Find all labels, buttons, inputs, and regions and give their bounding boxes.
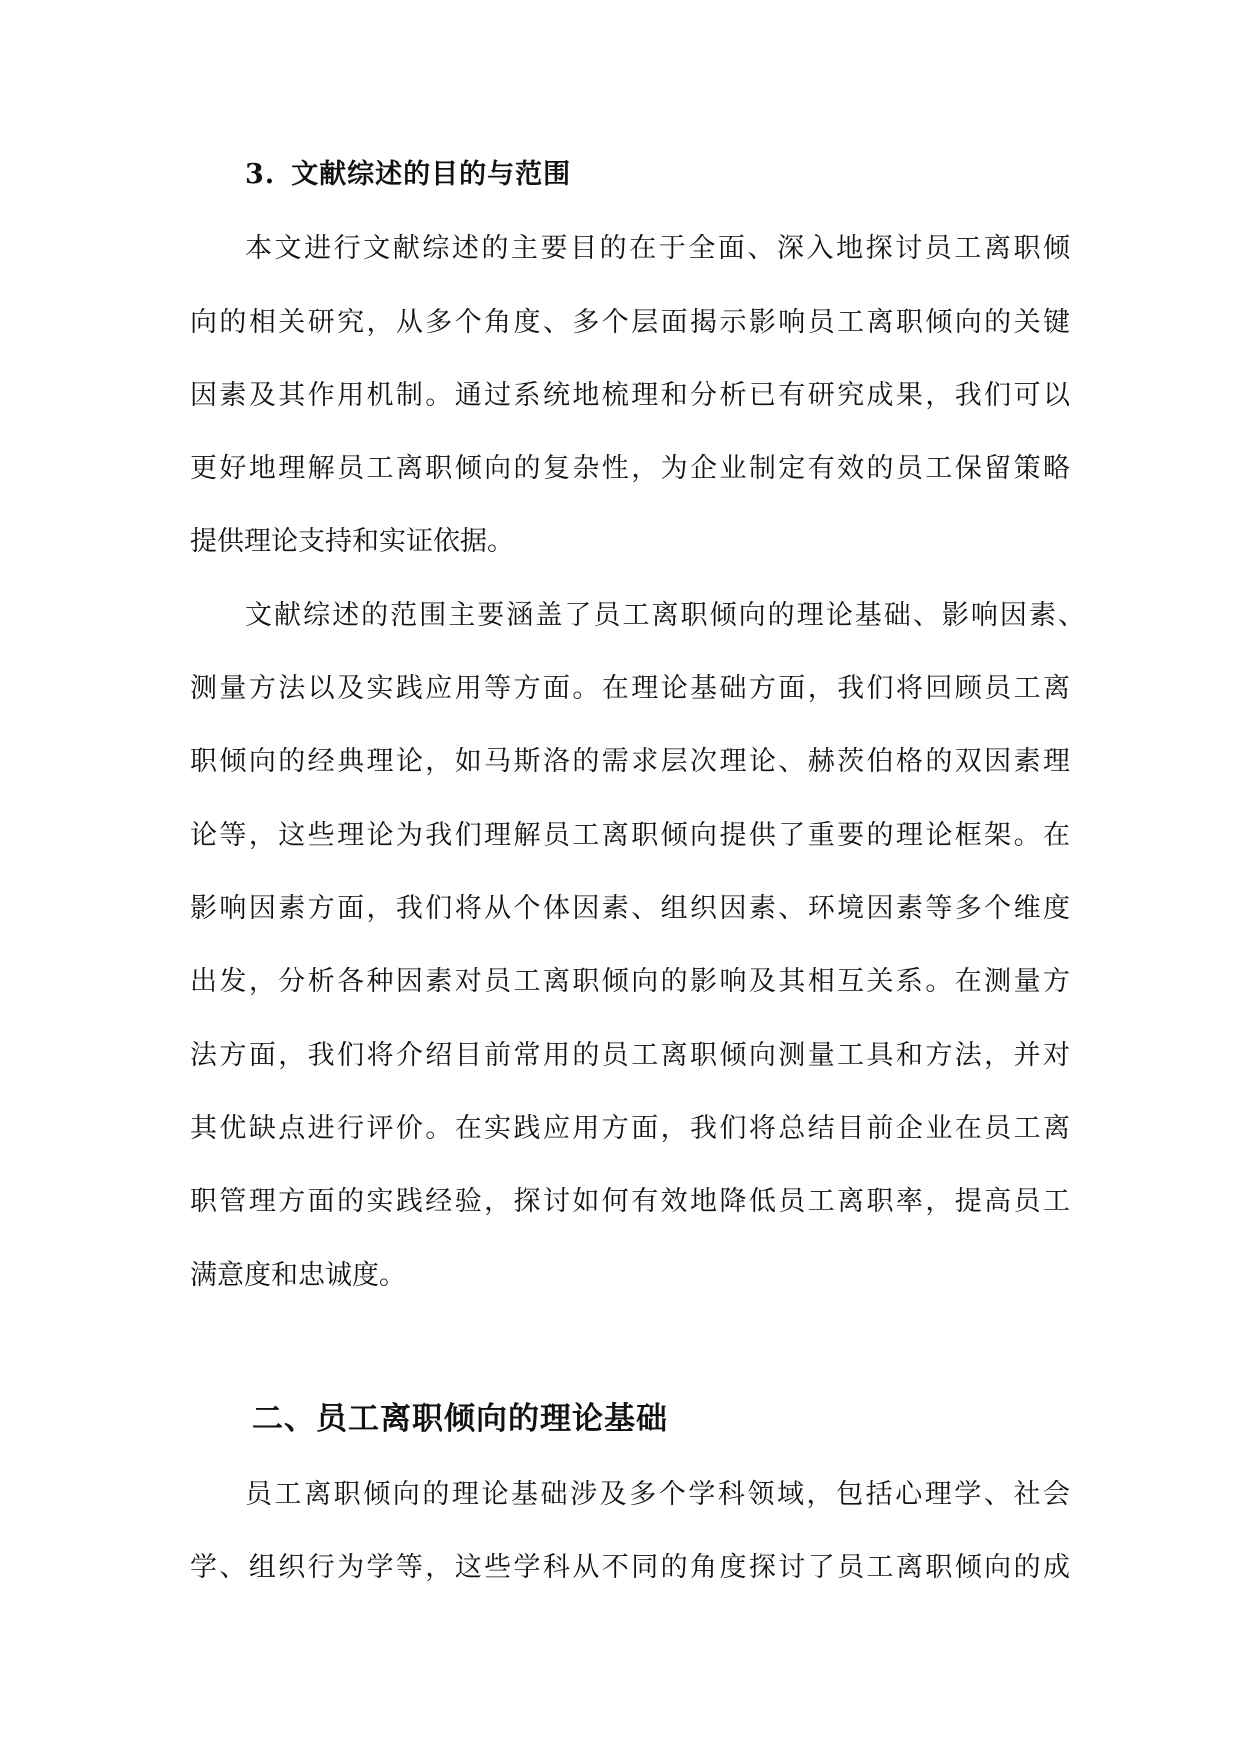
- paragraph-1-line: 更好地理解员工离职倾向的复杂性，为企业制定有效的员工保留策略: [190, 453, 1070, 484]
- paragraph-1-line: 提供理论支持和实证依据。: [190, 526, 514, 557]
- paragraph-2-line: 影响因素方面，我们将从个体因素、组织因素、环境因素等多个维度: [190, 893, 1070, 924]
- paragraph-1-line: 向的相关研究，从多个角度、多个层面揭示影响员工离职倾向的关键: [190, 307, 1070, 338]
- section-title: 文献综述的目的与范围: [291, 159, 572, 190]
- paragraph-2-line: 法方面，我们将介绍目前常用的员工离职倾向测量工具和方法，并对: [190, 1040, 1070, 1071]
- section-number: 3.: [245, 159, 276, 190]
- paragraph-3-line: 员工离职倾向的理论基础涉及多个学科领域，包括心理学、社会: [245, 1479, 1070, 1510]
- paragraph-1-line: 因素及其作用机制。通过系统地梳理和分析已有研究成果，我们可以: [190, 380, 1070, 411]
- paragraph-3-line: 学、组织行为学等，这些学科从不同的角度探讨了员工离职倾向的成: [190, 1552, 1070, 1583]
- paragraph-2-line: 职管理方面的实践经验，探讨如何有效地降低员工离职率，提高员工: [190, 1186, 1070, 1217]
- paragraph-2-line: 职倾向的经典理论，如马斯洛的需求层次理论、赫茨伯格的双因素理: [190, 746, 1070, 777]
- section-heading: [245, 152, 571, 191]
- chapter-heading: 二、员工离职倾向的理论基础: [252, 1401, 668, 1437]
- paragraph-2-line: 其优缺点进行评价。在实践应用方面，我们将总结目前企业在员工离: [190, 1113, 1070, 1144]
- paragraph-2-line: 出发，分析各种因素对员工离职倾向的影响及其相互关系。在测量方: [190, 966, 1070, 997]
- paragraph-2-line: 文献综述的范围主要涵盖了员工离职倾向的理论基础、影响因素、: [245, 600, 1085, 631]
- paragraph-2-line: 满意度和忠诚度。: [190, 1260, 406, 1291]
- paragraph-2-line: 论等，这些理论为我们理解员工离职倾向提供了重要的理论框架。在: [190, 820, 1070, 851]
- paragraph-1-line: 本文进行文献综述的主要目的在于全面、深入地探讨员工离职倾: [245, 233, 1070, 264]
- paragraph-2-line: 测量方法以及实践应用等方面。在理论基础方面，我们将回顾员工离: [190, 673, 1070, 704]
